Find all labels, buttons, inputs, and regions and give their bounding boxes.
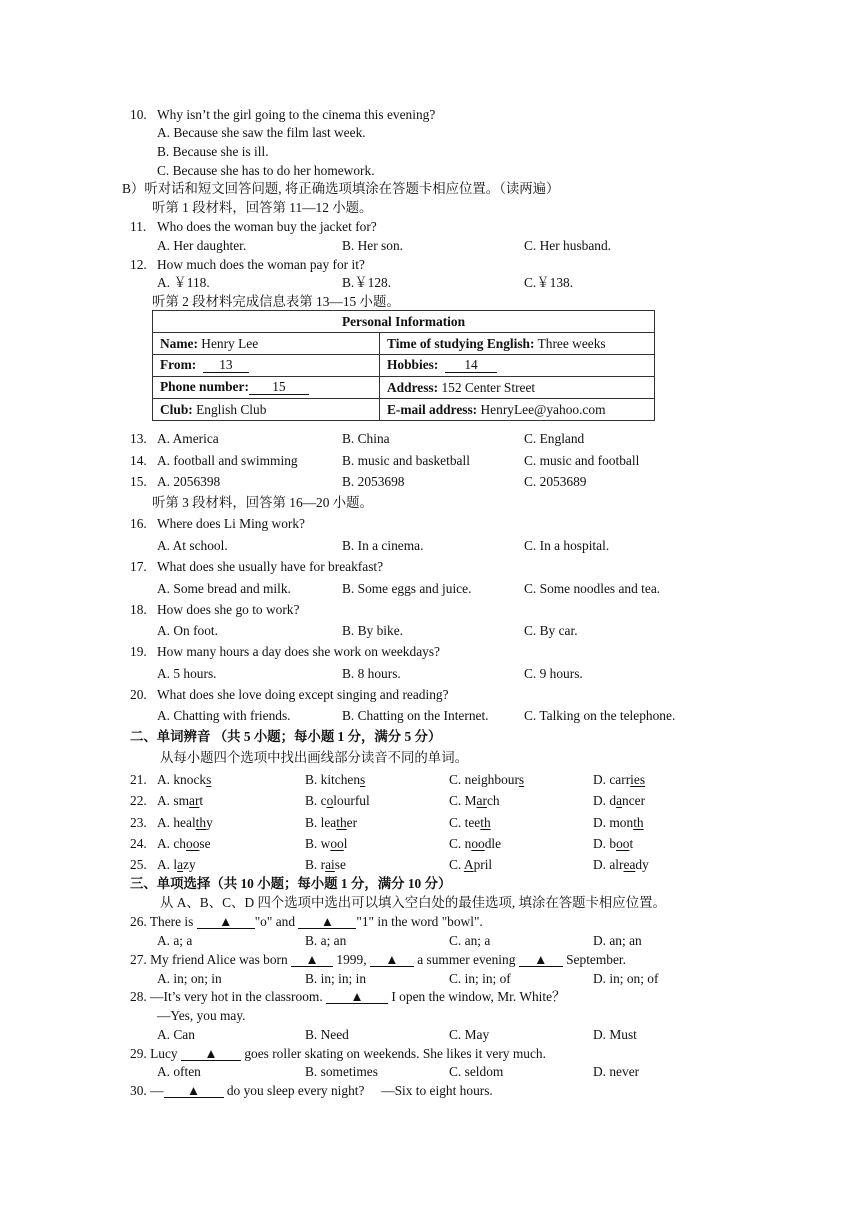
section-2-instruction: 从每小题四个选项中找出画线部分读音不同的单词。 <box>160 750 468 765</box>
q24-option-c <box>449 837 501 850</box>
q22-option-c <box>449 794 500 807</box>
q19-option-a: A. 5 hours. <box>157 666 217 681</box>
q30-text-1: — <box>150 1083 164 1098</box>
word-part: D. d <box>593 793 617 808</box>
q30-line <box>130 1084 493 1098</box>
q11-option-a: A. Her daughter. <box>157 238 247 253</box>
q20-question: What does she love doing except singing and reading? <box>157 687 449 702</box>
q14-option-a: A. football and swimming <box>157 453 298 468</box>
q12-number: 12. <box>130 257 147 272</box>
q16-option-b: B. In a cinema. <box>342 538 424 553</box>
q30-text-2: do you sleep every night? <box>223 1083 365 1098</box>
q29-blank-1: ▲ <box>181 1047 241 1061</box>
q21-number: 21. <box>130 772 147 787</box>
q30-number: 30. <box>130 1083 147 1098</box>
underlined-letters: oo <box>616 836 630 851</box>
underlined-letters: s <box>206 772 212 787</box>
q28-number: 28. <box>130 989 147 1004</box>
q18-option-c: C. By car. <box>524 623 578 638</box>
word-part: D. alr <box>593 857 624 872</box>
word-part: y <box>206 815 213 830</box>
q30-blank-1: ▲ <box>164 1084 224 1098</box>
q29-option-d: D. never <box>593 1064 640 1079</box>
word-part: A. ch <box>157 836 187 851</box>
q17-option-a: A. Some bread and milk. <box>157 581 291 596</box>
underlined-letters: oo <box>330 836 344 851</box>
q17-option-c: C. Some noodles and tea. <box>524 581 661 596</box>
underlined-letters: s <box>518 772 525 787</box>
underlined-letters: a <box>616 793 623 808</box>
q28-text-2: I open the window, Mr. White？ <box>388 989 566 1004</box>
q27-blank-2: ▲ <box>370 953 414 967</box>
q27-option-b: B. in; in; in <box>305 971 367 986</box>
q29-option-a: A. often <box>157 1064 201 1079</box>
q18-question: How does she go to work? <box>157 602 300 617</box>
word-part: B. w <box>305 836 331 851</box>
q10-option-a: A. Because she saw the film last week. <box>157 125 366 140</box>
q18-option-a: A. On foot. <box>157 623 218 638</box>
word-part: se <box>334 857 346 872</box>
q27-text-4: September. <box>562 952 626 967</box>
q26-text-2: "o" and <box>254 914 299 929</box>
word-part: t <box>199 793 204 808</box>
q28-line <box>130 990 565 1004</box>
underlined-letters: th <box>480 815 491 830</box>
word-part: l <box>343 836 348 851</box>
word-part: zy <box>183 857 196 872</box>
q18-option-b: B. By bike. <box>342 623 404 638</box>
q27-text-1: My friend Alice was born <box>150 952 292 967</box>
q20-option-a: A. Chatting with friends. <box>157 708 291 723</box>
q28-reply: —Yes, you may. <box>157 1008 246 1023</box>
q23-number: 23. <box>130 815 147 830</box>
section-b-title: B）听对话和短文回答问题, 将正确选项填涂在答题卡相应位置。（读两遍） <box>122 181 560 196</box>
table-cell-phone <box>153 377 380 399</box>
q13-option-b: B. China <box>342 431 390 446</box>
email-value: HenryLee@yahoo.com <box>477 401 606 417</box>
hobbies-blank: 14 <box>445 358 497 372</box>
q19-number: 19. <box>130 644 147 659</box>
q20-option-b: B. Chatting on the Internet. <box>342 708 489 723</box>
word-part: A. knock <box>157 772 207 787</box>
underlined-letters: ar <box>189 793 200 808</box>
q26-blank-1: ▲ <box>197 915 255 929</box>
q12-question: How much does the woman pay for it? <box>157 257 365 272</box>
q21-option-a <box>157 773 211 786</box>
q26-option-a: A. a; a <box>157 933 193 948</box>
table-cell-name <box>153 333 380 355</box>
table-cell-time <box>380 333 655 355</box>
word-part: C. neighbour <box>449 772 519 787</box>
section-3-instruction: 从 A、B、C、D 四个选项中选出可以填入空白处的最佳选项, 填涂在答题卡相应位置。 <box>160 895 666 910</box>
q22-number: 22. <box>130 793 147 808</box>
q27-option-d: D. in; on; of <box>593 971 659 986</box>
time-value: Three weeks <box>534 335 606 351</box>
table-cell-address <box>380 377 655 399</box>
q22-option-a <box>157 794 203 807</box>
q28-option-a: A. Can <box>157 1027 195 1042</box>
q28-option-b: B. Need <box>305 1027 349 1042</box>
underlined-letters: th <box>336 815 347 830</box>
phone-blank: 15 <box>249 380 309 394</box>
q23-option-a <box>157 816 213 829</box>
q12-option-c: C.￥138. <box>524 275 574 290</box>
name-value: Henry Lee <box>197 335 259 351</box>
q25-number: 25. <box>130 857 147 872</box>
q29-option-b: B. sometimes <box>305 1064 378 1079</box>
q29-text-1: Lucy <box>150 1046 181 1061</box>
q12-option-b: B.￥128. <box>342 275 392 290</box>
q26-number: 26. <box>130 914 147 929</box>
q26-blank-2: ▲ <box>298 915 356 929</box>
personal-info-table <box>152 310 655 421</box>
underlined-letters: th <box>195 815 207 830</box>
underlined-letters: a <box>177 857 184 872</box>
q19-question: How many hours a day does she work on weekdays? <box>157 644 440 659</box>
q19-option-c: C. 9 hours. <box>524 666 583 681</box>
q27-line <box>130 953 626 967</box>
q29-option-c: C. seldom <box>449 1064 504 1079</box>
underlined-letters: oo <box>186 836 200 851</box>
word-part: dy <box>635 857 649 872</box>
q28-text-1: —It’s very hot in the classroom. <box>150 989 327 1004</box>
q25-option-a <box>157 858 196 871</box>
q21-option-c <box>449 773 524 786</box>
from-blank: 13 <box>203 358 249 372</box>
q25-option-b <box>305 858 346 871</box>
q10-number: 10. <box>130 107 147 122</box>
section-3-title: 三、单项选择（共 10 小题；每小题 1 分，满分 10 分） <box>130 876 452 891</box>
q15-option-a: A. 2056398 <box>157 474 221 489</box>
email-label: E-mail address: <box>387 401 478 417</box>
q20-number: 20. <box>130 687 147 702</box>
word-part: ncer <box>622 793 646 808</box>
q29-line <box>130 1047 546 1061</box>
club-value: English Club <box>192 401 267 417</box>
q11-number: 11. <box>130 219 147 234</box>
underlined-letters: s <box>360 772 366 787</box>
q11-question: Who does the woman buy the jacket for? <box>157 219 377 234</box>
q17-number: 17. <box>130 559 147 574</box>
word-part: A. heal <box>157 815 196 830</box>
q14-number: 14. <box>130 453 147 468</box>
section-b-part1: 听第 1 段材料，回答第 11—12 小题。 <box>152 200 373 215</box>
q26-option-b: B. a; an <box>305 933 347 948</box>
q29-number: 29. <box>130 1046 147 1061</box>
q22-option-b <box>305 794 370 807</box>
q26-option-c: C. an; a <box>449 933 491 948</box>
word-part: ch <box>486 793 500 808</box>
q26-option-d: D. an; an <box>593 933 642 948</box>
word-part: C. n <box>449 836 472 851</box>
q25-option-c <box>449 858 492 871</box>
word-part: C. M <box>449 793 477 808</box>
underlined-letters: ai <box>325 857 335 872</box>
name-label: Name: <box>160 335 198 351</box>
word-part: D. carr <box>593 772 631 787</box>
q22-option-d <box>593 794 645 807</box>
q10-option-c: C. Because she has to do her homework. <box>157 163 375 178</box>
q18-number: 18. <box>130 602 147 617</box>
word-part: t <box>629 836 634 851</box>
word-part: lourful <box>333 793 370 808</box>
q23-option-c <box>449 816 491 829</box>
table-cell-hobbies <box>380 355 655 377</box>
q25-option-d <box>593 858 649 871</box>
section-2-title: 二、单词辨音 （共 5 小题；每小题 1 分，满分 5 分） <box>130 729 442 744</box>
q12-option-a: A. ￥118. <box>157 275 210 290</box>
q23-option-b <box>305 816 357 829</box>
q16-option-a: A. At school. <box>157 538 228 553</box>
q10-question: Why isn’t the girl going to the cinema this evening? <box>157 107 436 122</box>
q23-option-d <box>593 816 644 829</box>
q14-option-c: C. music and football <box>524 453 640 468</box>
time-label: Time of studying English: <box>387 335 535 351</box>
address-value: 152 Center Street <box>438 379 536 395</box>
word-part: er <box>346 815 358 830</box>
table-title: Personal Information <box>153 311 655 333</box>
q29-text-2: goes roller skating on weekends. She likes it very much. <box>240 1046 546 1061</box>
word-part: pril <box>473 857 493 872</box>
q11-option-c: C. Her husband. <box>524 238 612 253</box>
q24-option-d <box>593 837 633 850</box>
q27-blank-3: ▲ <box>519 953 563 967</box>
q24-number: 24. <box>130 836 147 851</box>
q27-option-a: A. in; on; in <box>157 971 222 986</box>
q24-option-b <box>305 837 347 850</box>
q26-line <box>130 915 483 929</box>
word-part: B. c <box>305 793 327 808</box>
q14-option-b: B. music and basketball <box>342 453 470 468</box>
q27-number: 27. <box>130 952 147 967</box>
phone-label: Phone number: <box>160 379 249 395</box>
q30-answer: —Six to eight hours. <box>381 1083 493 1098</box>
q16-question: Where does Li Ming work? <box>157 516 305 531</box>
q11-option-b: B. Her son. <box>342 238 403 253</box>
q27-text-2: 1999, <box>333 952 370 967</box>
section-b-part3: 听第 3 段材料，回答第 16—20 小题。 <box>152 495 373 510</box>
q24-option-a <box>157 837 211 850</box>
q28-option-c: C. May <box>449 1027 490 1042</box>
word-part: A. sm <box>157 793 189 808</box>
word-part: B. kitchen <box>305 772 361 787</box>
q26-text-1: There is <box>149 914 197 929</box>
word-part: se <box>199 836 211 851</box>
q20-option-c: C. Talking on the telephone. <box>524 708 676 723</box>
q15-option-c: C. 2053689 <box>524 474 587 489</box>
address-label: Address: <box>387 379 439 395</box>
word-part: A. l <box>157 857 178 872</box>
q27-option-c: C. in; in; of <box>449 971 511 986</box>
q16-number: 16. <box>130 516 147 531</box>
q15-option-b: B. 2053698 <box>342 474 405 489</box>
underlined-letters: ea <box>623 857 636 872</box>
hobbies-label: Hobbies: <box>387 357 439 373</box>
club-label: Club: <box>160 401 193 417</box>
word-part: C. tee <box>449 815 481 830</box>
q21-option-b <box>305 773 365 786</box>
q15-number: 15. <box>130 474 147 489</box>
word-part: D. mon <box>593 815 634 830</box>
q28-blank-1: ▲ <box>326 990 388 1004</box>
word-part: D. b <box>593 836 617 851</box>
q28-option-d: D. Must <box>593 1027 637 1042</box>
table-cell-from <box>153 355 380 377</box>
table-cell-email <box>380 399 655 421</box>
q27-blank-1: ▲ <box>291 953 333 967</box>
underlined-letters: ies <box>630 772 646 787</box>
table-cell-club <box>153 399 380 421</box>
word-part: dle <box>484 836 502 851</box>
underlined-letters: o <box>326 793 334 808</box>
underlined-letters: ar <box>476 793 487 808</box>
underlined-letters: A <box>463 857 474 872</box>
q26-text-3: "1" in the word "bowl". <box>356 914 483 929</box>
q13-option-c: C. England <box>524 431 585 446</box>
word-part: B. r <box>305 857 326 872</box>
underlined-letters: th <box>633 815 644 830</box>
q27-text-3: a summer evening <box>413 952 519 967</box>
q17-option-b: B. Some eggs and juice. <box>342 581 472 596</box>
q13-number: 13. <box>130 431 147 446</box>
q13-option-a: A. America <box>157 431 219 446</box>
word-part: C. <box>449 857 464 872</box>
q16-option-c: C. In a hospital. <box>524 538 610 553</box>
q10-option-b: B. Because she is ill. <box>157 144 269 159</box>
from-label: From: <box>160 357 197 373</box>
section-b-part2: 听第 2 段材料完成信息表第 13—15 小题。 <box>152 294 400 309</box>
q19-option-b: B. 8 hours. <box>342 666 401 681</box>
underlined-letters: oo <box>471 836 485 851</box>
q17-question: What does she usually have for breakfast? <box>157 559 384 574</box>
q21-option-d <box>593 773 645 786</box>
word-part: B. lea <box>305 815 337 830</box>
